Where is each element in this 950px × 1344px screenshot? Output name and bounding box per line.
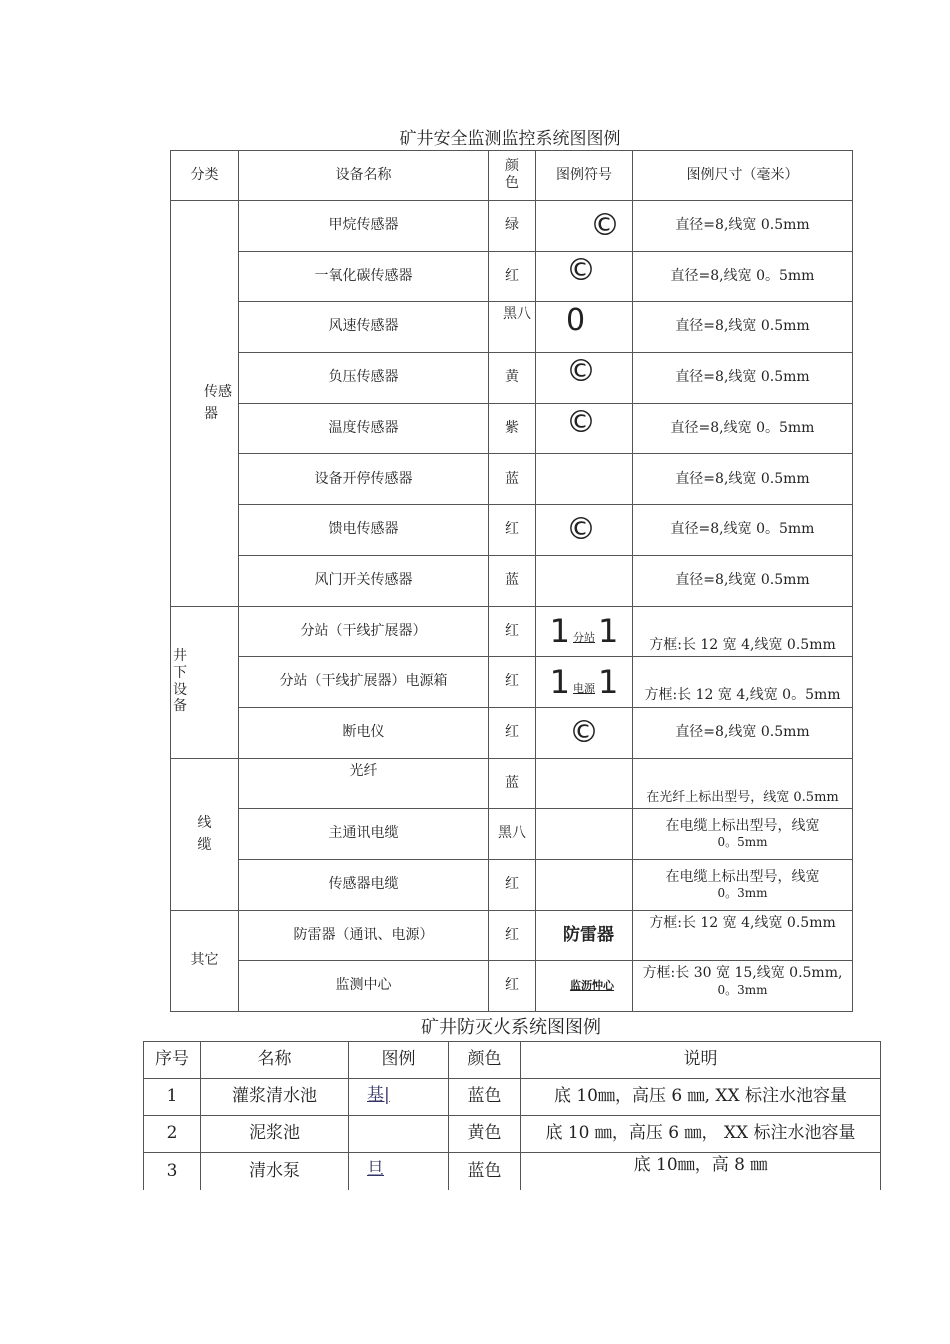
device-color: 紫 <box>489 403 536 454</box>
device-name: 负压传感器 <box>239 353 489 404</box>
row-legend: 基| <box>349 1079 449 1116</box>
category-sensor: 传感器 <box>171 201 239 607</box>
symbol-size: 在电缆上标出型号，线宽 0。5mm <box>633 809 853 860</box>
page-title-fire-prevention: 矿井防灭火系统图图例 <box>421 1017 601 1038</box>
row-legend: 旦 <box>349 1153 449 1190</box>
category-underground: 井下设备 <box>171 606 239 758</box>
row-name: 灌浆清水池 <box>201 1079 349 1116</box>
header-category: 分类 <box>171 151 239 201</box>
table-row <box>171 505 853 556</box>
header-size: 图例尺寸（毫米） <box>633 151 853 201</box>
device-name: 一氧化碳传感器 <box>239 251 489 302</box>
table-row <box>171 606 853 657</box>
header-name: 名称 <box>201 1042 349 1079</box>
table-row <box>171 657 853 708</box>
device-color: 红 <box>489 859 536 910</box>
symbol-size: 直径=8,线宽 0。5mm <box>633 505 853 556</box>
table-row <box>171 961 853 1012</box>
table-row <box>144 1153 881 1190</box>
device-name: 设备开停传感器 <box>239 454 489 505</box>
row-no: 3 <box>144 1153 201 1190</box>
lightning-arrester-symbol: 防雷器 <box>536 910 633 961</box>
row-legend <box>349 1116 449 1153</box>
cable-symbol <box>536 809 633 860</box>
device-name: 分站（干线扩展器） <box>239 606 489 657</box>
symbol-size: 方框:长 12 宽 4,线宽 0。5mm <box>633 657 853 708</box>
symbol-size: 直径=8,线宽 0.5mm <box>633 201 853 252</box>
cable-symbol <box>536 859 633 910</box>
device-name: 风门开关传感器 <box>239 555 489 606</box>
monitoring-legend-table <box>170 150 853 1012</box>
row-no: 1 <box>144 1079 201 1116</box>
table-row <box>171 555 853 606</box>
symbol-size: 在电缆上标出型号，线宽 0。3mm <box>633 859 853 910</box>
category-other: 其它 <box>171 910 239 1011</box>
device-name: 断电仪 <box>239 707 489 758</box>
header-no: 序号 <box>144 1042 201 1079</box>
symbol-size: 在光纤上标出型号，线宽 0.5mm <box>633 758 853 809</box>
table-row <box>171 251 853 302</box>
device-name: 光纤 <box>239 758 489 809</box>
table-row <box>144 1116 881 1153</box>
device-name: 防雷器（通讯、电源） <box>239 910 489 961</box>
fire-prevention-legend-table <box>143 1041 881 1190</box>
device-color: 蓝 <box>489 555 536 606</box>
symbol-size: 直径=8,线宽 0.5mm <box>633 353 853 404</box>
symbol-size: 直径=8,线宽 0。5mm <box>633 403 853 454</box>
device-color: 黑八 <box>489 302 536 353</box>
monitor-center-symbol: 监沥忡心 <box>536 961 633 1012</box>
cable-symbol <box>536 758 633 809</box>
device-name: 监测中心 <box>239 961 489 1012</box>
table-row <box>171 758 853 809</box>
header-symbol: 图例符号 <box>536 151 633 201</box>
symbol-size: 直径=8,线宽 0。5mm <box>633 251 853 302</box>
device-color: 红 <box>489 910 536 961</box>
device-name: 甲烷传感器 <box>239 201 489 252</box>
symbol-size: 方框:长 12 宽 4,线宽 0.5mm <box>633 910 853 961</box>
row-color: 黄色 <box>449 1116 521 1153</box>
table-row <box>171 809 853 860</box>
device-color: 绿 <box>489 201 536 252</box>
symbol-size: 直径=8,线宽 0.5mm <box>633 555 853 606</box>
symbol-size: 直径=8,线宽 0.5mm <box>633 454 853 505</box>
sensor-symbol-icon <box>536 555 633 606</box>
device-name: 主通讯电缆 <box>239 809 489 860</box>
row-desc: 底 10㎜，高 8 ㎜ <box>521 1153 881 1190</box>
sensor-symbol-icon: 0 <box>536 302 633 353</box>
device-color: 黄 <box>489 353 536 404</box>
symbol-size: 直径=8,线宽 0.5mm <box>633 707 853 758</box>
symbol-size: 方框:长 30 宽 15,线宽 0.5mm, 0。3mm <box>633 961 853 1012</box>
sensor-symbol-icon: © <box>536 353 633 404</box>
table-row <box>171 859 853 910</box>
row-color: 蓝色 <box>449 1153 521 1190</box>
symbol-size: 直径=8,线宽 0.5mm <box>633 302 853 353</box>
header-device-name: 设备名称 <box>239 151 489 201</box>
substation-symbol-icon: 1 分站 1 <box>536 606 633 657</box>
table-header-row <box>144 1042 881 1079</box>
table-row <box>171 353 853 404</box>
device-name: 分站（干线扩展器）电源箱 <box>239 657 489 708</box>
page-title-monitoring: 矿井安全监测监控系统图图例 <box>399 129 621 149</box>
header-color: 颜色 <box>489 151 536 201</box>
device-color: 红 <box>489 505 536 556</box>
row-color: 蓝色 <box>449 1079 521 1116</box>
breaker-symbol-icon: © <box>536 707 633 758</box>
header-color: 颜色 <box>449 1042 521 1079</box>
table-row <box>171 403 853 454</box>
device-color: 蓝 <box>489 758 536 809</box>
device-color: 红 <box>489 251 536 302</box>
row-no: 2 <box>144 1116 201 1153</box>
device-name: 温度传感器 <box>239 403 489 454</box>
table-row <box>171 910 853 961</box>
device-color: 蓝 <box>489 454 536 505</box>
table-row <box>171 454 853 505</box>
device-name: 风速传感器 <box>239 302 489 353</box>
header-desc: 说明 <box>521 1042 881 1079</box>
device-color: 红 <box>489 961 536 1012</box>
power-box-symbol-icon: 1 电源 1 <box>536 657 633 708</box>
sensor-symbol-icon <box>536 454 633 505</box>
table-row <box>171 707 853 758</box>
row-name: 清水泵 <box>201 1153 349 1190</box>
row-desc: 底 10㎜，高压 6 ㎜, XX 标注水池容量 <box>521 1079 881 1116</box>
table-header-row <box>171 151 853 201</box>
table-row <box>144 1079 881 1116</box>
table-row <box>171 302 853 353</box>
device-color: 红 <box>489 657 536 708</box>
device-color: 黑八 <box>489 809 536 860</box>
category-cable: 线缆 <box>171 758 239 910</box>
device-color: 红 <box>489 606 536 657</box>
sensor-symbol-icon: © <box>536 201 633 252</box>
device-name: 馈电传感器 <box>239 505 489 556</box>
row-name: 泥浆池 <box>201 1116 349 1153</box>
device-color: 红 <box>489 707 536 758</box>
header-legend: 图例 <box>349 1042 449 1079</box>
row-desc: 底 10 ㎜，高压 6 ㎜， XX 标注水池容量 <box>521 1116 881 1153</box>
sensor-symbol-icon: © <box>536 251 633 302</box>
device-name: 传感器电缆 <box>239 859 489 910</box>
symbol-size: 方框:长 12 宽 4,线宽 0.5mm <box>633 606 853 657</box>
sensor-symbol-icon: © <box>536 505 633 556</box>
sensor-symbol-icon: © <box>536 403 633 454</box>
table-row <box>171 201 853 252</box>
